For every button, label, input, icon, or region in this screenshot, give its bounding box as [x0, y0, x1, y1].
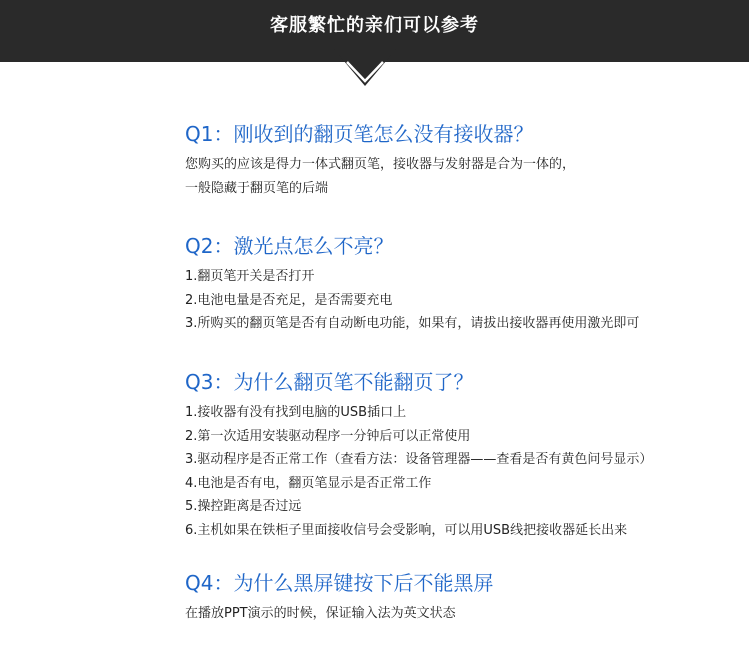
answer-line: 一般隐藏于翻页笔的后端 [185, 180, 329, 196]
answer-line: 5.操控距离是否过远 [185, 499, 302, 514]
faq-item-q4 [185, 570, 705, 626]
chevron-down-icon [333, 48, 397, 92]
faq-item-q2 [185, 233, 705, 336]
answer-line: 您购买的应该是得力一体式翻页笔，接收器与发射器是合为一体的， [185, 157, 576, 172]
faq-item-q3 [185, 369, 705, 542]
question-title: Q3：为什么翻页笔不能翻页了？ [185, 370, 474, 394]
answer-line: 6.主机如果在铁柜子里面接收信号会受影响，可以用USB线把接收器延长出来 [185, 522, 628, 538]
banner-title: 客服繁忙的亲们可以参考 [270, 15, 479, 36]
answer-line: 1.翻页笔开关是否打开 [185, 269, 315, 284]
answer-line: 在播放PPT演示的时候，保证输入法为英文状态 [185, 606, 456, 621]
answer-line: 2.电池电量是否充足，是否需要充电 [185, 292, 393, 308]
answer-line: 3.所购买的翻页笔是否有自动断电功能，如果有，请拔出接收器再使用激光即可 [185, 316, 640, 331]
answer-line: 4.电池是否有电，翻页笔显示是否正常工作 [185, 475, 432, 491]
question-title: Q2：激光点怎么不亮？ [185, 234, 394, 258]
faq-item-q1 [185, 121, 705, 200]
question-title: Q4：为什么黑屏键按下后不能黑屏 [185, 571, 494, 595]
question-title: Q1：刚收到的翻页笔怎么没有接收器？ [185, 122, 534, 146]
answer-line: 3.驱动程序是否正常工作（查看方法：设备管理器——查看是否有黄色问号显示） [185, 452, 653, 467]
answer-line: 2.第一次适用安装驱动程序一分钟后可以正常使用 [185, 428, 471, 444]
answer-line: 1.接收器有没有找到电脑的USB插口上 [185, 405, 407, 420]
